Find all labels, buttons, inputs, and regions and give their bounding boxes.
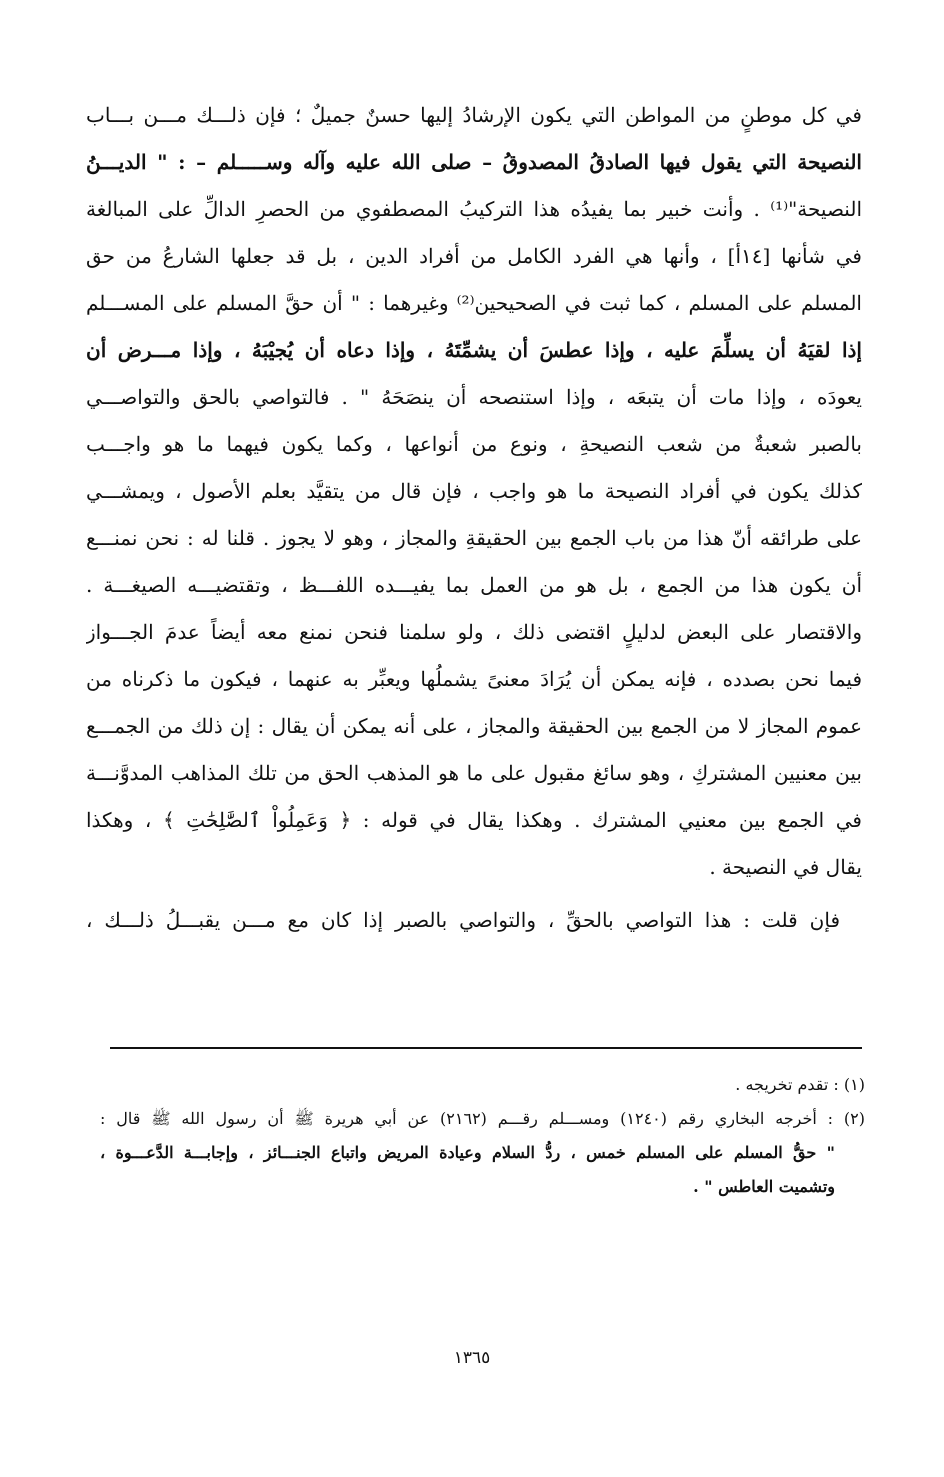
footnote-2-line-1: (٢) : أخرجه البخاري رقم (١٢٤٠) ومســـلم رقـــم (٢١٦٢) عن أبي هريرة ﷺ أن رسول الله ﷺ قال : bbox=[100, 1109, 865, 1128]
text-line-15: بين معنيين المشتركِ ، وهو سائغ مقبول على ما هو المذهب الحق من تلك المذاهب المدوَّنـــة bbox=[86, 761, 862, 785]
text-line-18: فإن قلت : هذا التواصي بالحقِّ ، والتواصي بالصبر إذا كان مع مـــن يقبـــلُ ذلـــك ، bbox=[86, 908, 840, 932]
text-line-5: المسلم على المسلم ، كما ثبت في الصحيحين⁽²⁾ وغيرهما : " أن حقَّ المسلم على المســـلم bbox=[86, 291, 862, 315]
text-line-2 bbox=[86, 139, 862, 186]
text-line-3: النصيحة"⁽¹⁾ . وأنت خبير بما يفيدُه هذا التركيبُ المصطفوي من الحصرِ الدالِّ على المبالغة bbox=[86, 197, 862, 221]
text-line-13: فيما نحن بصدده ، فإنه يمكن أن يُرَادَ معنىً يشملُها ويعبِّر به عنهما ، فيكون ما ذكرناه من bbox=[86, 667, 862, 691]
text-line-16: في الجمع بين معنيي المشترك . وهكذا يقال في قوله : ﴿ وَعَمِلُواْ ٱلصَّٰلِحَٰتِ ﴾ ، وهكذا bbox=[86, 808, 862, 832]
text-line-10: على طرائقه أنّ هذا من باب الجمع بين الحقيقةِ والمجاز ، وهو لا يجوز . قلنا له : نحن نمنـــع bbox=[86, 526, 862, 550]
text-line-8: بالصبر شعبةٌ من شعب النصيحةِ ، ونوع من أنواعها ، وكما يكون فيهما ما هو واجـــب bbox=[86, 432, 862, 456]
footnote-1: (١) : تقدم تخريجه . bbox=[735, 1075, 865, 1094]
footnotes-block bbox=[100, 1068, 865, 1204]
footnote-divider bbox=[110, 1047, 862, 1049]
footnote-2-line-2: " حقُّ المسلم على المسلم خمس ، ردُّ السلام وعيادة المريض واتباع الجنـــائز ، وإجابـــة الدَّعـــوة ، bbox=[100, 1143, 835, 1162]
text-line-4: في شأنها [١٤أ] ، وأنها هي الفرد الكامل من أفراد الدين ، بل قد جعلها الشارعُ من حق bbox=[86, 244, 862, 268]
text-line-9: كذلك يكون في أفراد النصيحة ما هو واجب ، فإن قال من يتقيَّد بعلم الأصول ، ويمشـــي bbox=[86, 479, 862, 503]
text-line-6-content: إذا لقيَهُ أن يسلِّمَ عليه ، وإذا عطسَ أن يشمِّتَهُ ، وإذا دعاه أن يُجيْبَهُ ، وإذا مـــرض أن bbox=[86, 338, 862, 362]
main-text-block bbox=[86, 92, 862, 944]
text-line-7: يعودَه ، وإذا مات أن يتبعَه ، وإذا استنصحه أن ينصَحَهُ " . فالتواصي بالحق والتواصـــي bbox=[86, 385, 862, 409]
text-line-17: يقال في النصيحة . bbox=[709, 855, 862, 879]
text-line-11: أن يكون هذا من الجمع ، بل هو من العمل بما يفيـــده اللفـــظ ، وتقتضيـــه الصيغـــة . bbox=[86, 573, 862, 597]
text-line-14: عموم المجاز لا من الجمع بين الحقيقة والمجاز ، على أنه يمكن أن يقال : إن ذلك من الجمـــع bbox=[86, 714, 862, 738]
text-line-2-content: النصيحة التي يقول فيها الصادقُ المصدوقُ – صلى الله عليه وآله وســـــلم – : " الديـــنُ bbox=[86, 150, 862, 174]
page-number: ١٣٦٥ bbox=[453, 1348, 491, 1368]
footnote-2-line-3: وتشميت العاطس " . bbox=[693, 1177, 835, 1196]
text-line-1: في كل موطنٍ من المواطن التي يكون الإرشادُ إليها حسنٌ جميلٌ ؛ فإن ذلـــك مـــن بـــاب bbox=[86, 103, 862, 127]
text-line-12: والاقتصار على البعض لدليلٍ اقتضى ذلك ، ولو سلمنا فنحن نمنع معه أيضاً عدمَ الجـــواز bbox=[86, 620, 862, 644]
text-line-6 bbox=[86, 327, 862, 374]
